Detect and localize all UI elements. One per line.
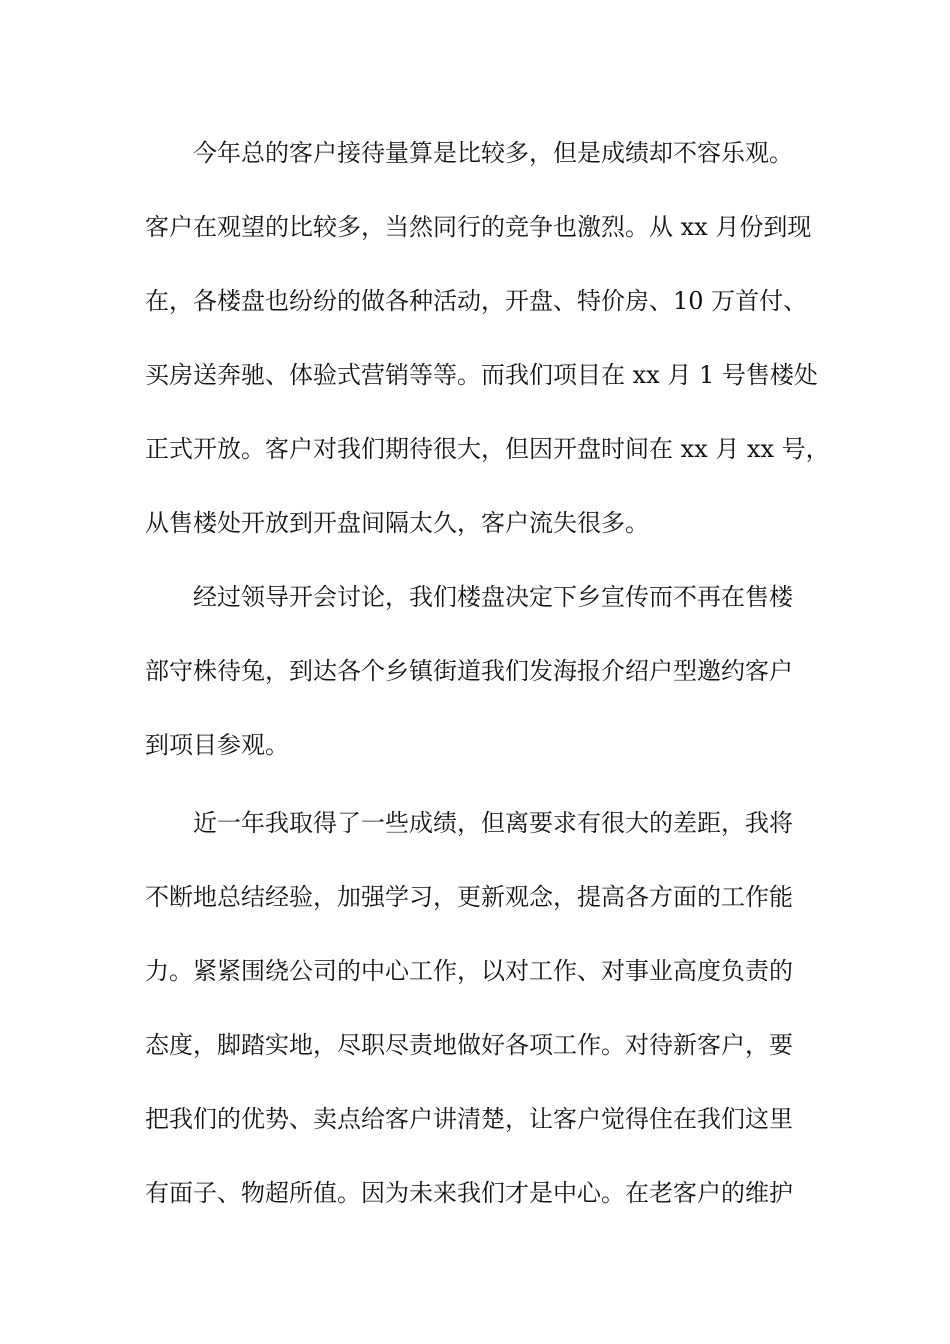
paragraph-1-line-3: 在，各楼盘也纷纷的做各种活动，开盘、特价房、10 万首付、 xyxy=(145,287,808,315)
paragraph-2-line-1: 经过领导开会讨论，我们楼盘决定下乡宣传而不再在售楼 xyxy=(193,583,793,611)
paragraph-1-line-2: 客户在观望的比较多，当然同行的竞争也激烈。从 xx 月份到现 xyxy=(145,213,812,241)
paragraph-3-line-4: 态度，脚踏实地，尽职尽责地做好各项工作。对待新客户，要 xyxy=(145,1031,793,1059)
paragraph-3-line-5: 把我们的优势、卖点给客户讲清楚，让客户觉得住在我们这里 xyxy=(145,1105,793,1133)
paragraph-1-line-1: 今年总的客户接待量算是比较多，但是成绩却不容乐观。 xyxy=(193,139,793,167)
paragraph-3-line-6: 有面子、物超所值。因为未来我们才是中心。在老客户的维护 xyxy=(145,1179,793,1207)
paragraph-1-line-4: 买房送奔驰、体验式营销等等。而我们项目在 xx 月 1 号售楼处 xyxy=(145,361,818,389)
paragraph-2-line-2: 部守株待兔，到达各个乡镇街道我们发海报介绍户型邀约客户 xyxy=(145,657,793,685)
paragraph-2-line-3: 到项目参观。 xyxy=(145,731,289,759)
paragraph-3-line-2: 不断地总结经验，加强学习，更新观念，提高各方面的工作能 xyxy=(145,883,793,911)
paragraph-1-line-5: 正式开放。客户对我们期待很大，但因开盘时间在 xx 月 xx 号， xyxy=(145,435,830,463)
paragraph-3-line-3: 力。紧紧围绕公司的中心工作，以对工作、对事业高度负责的 xyxy=(145,957,793,985)
paragraph-1-line-6: 从售楼处开放到开盘间隔太久，客户流失很多。 xyxy=(145,509,649,537)
paragraph-3-line-1: 近一年我取得了一些成绩，但离要求有很大的差距，我将 xyxy=(193,809,793,837)
